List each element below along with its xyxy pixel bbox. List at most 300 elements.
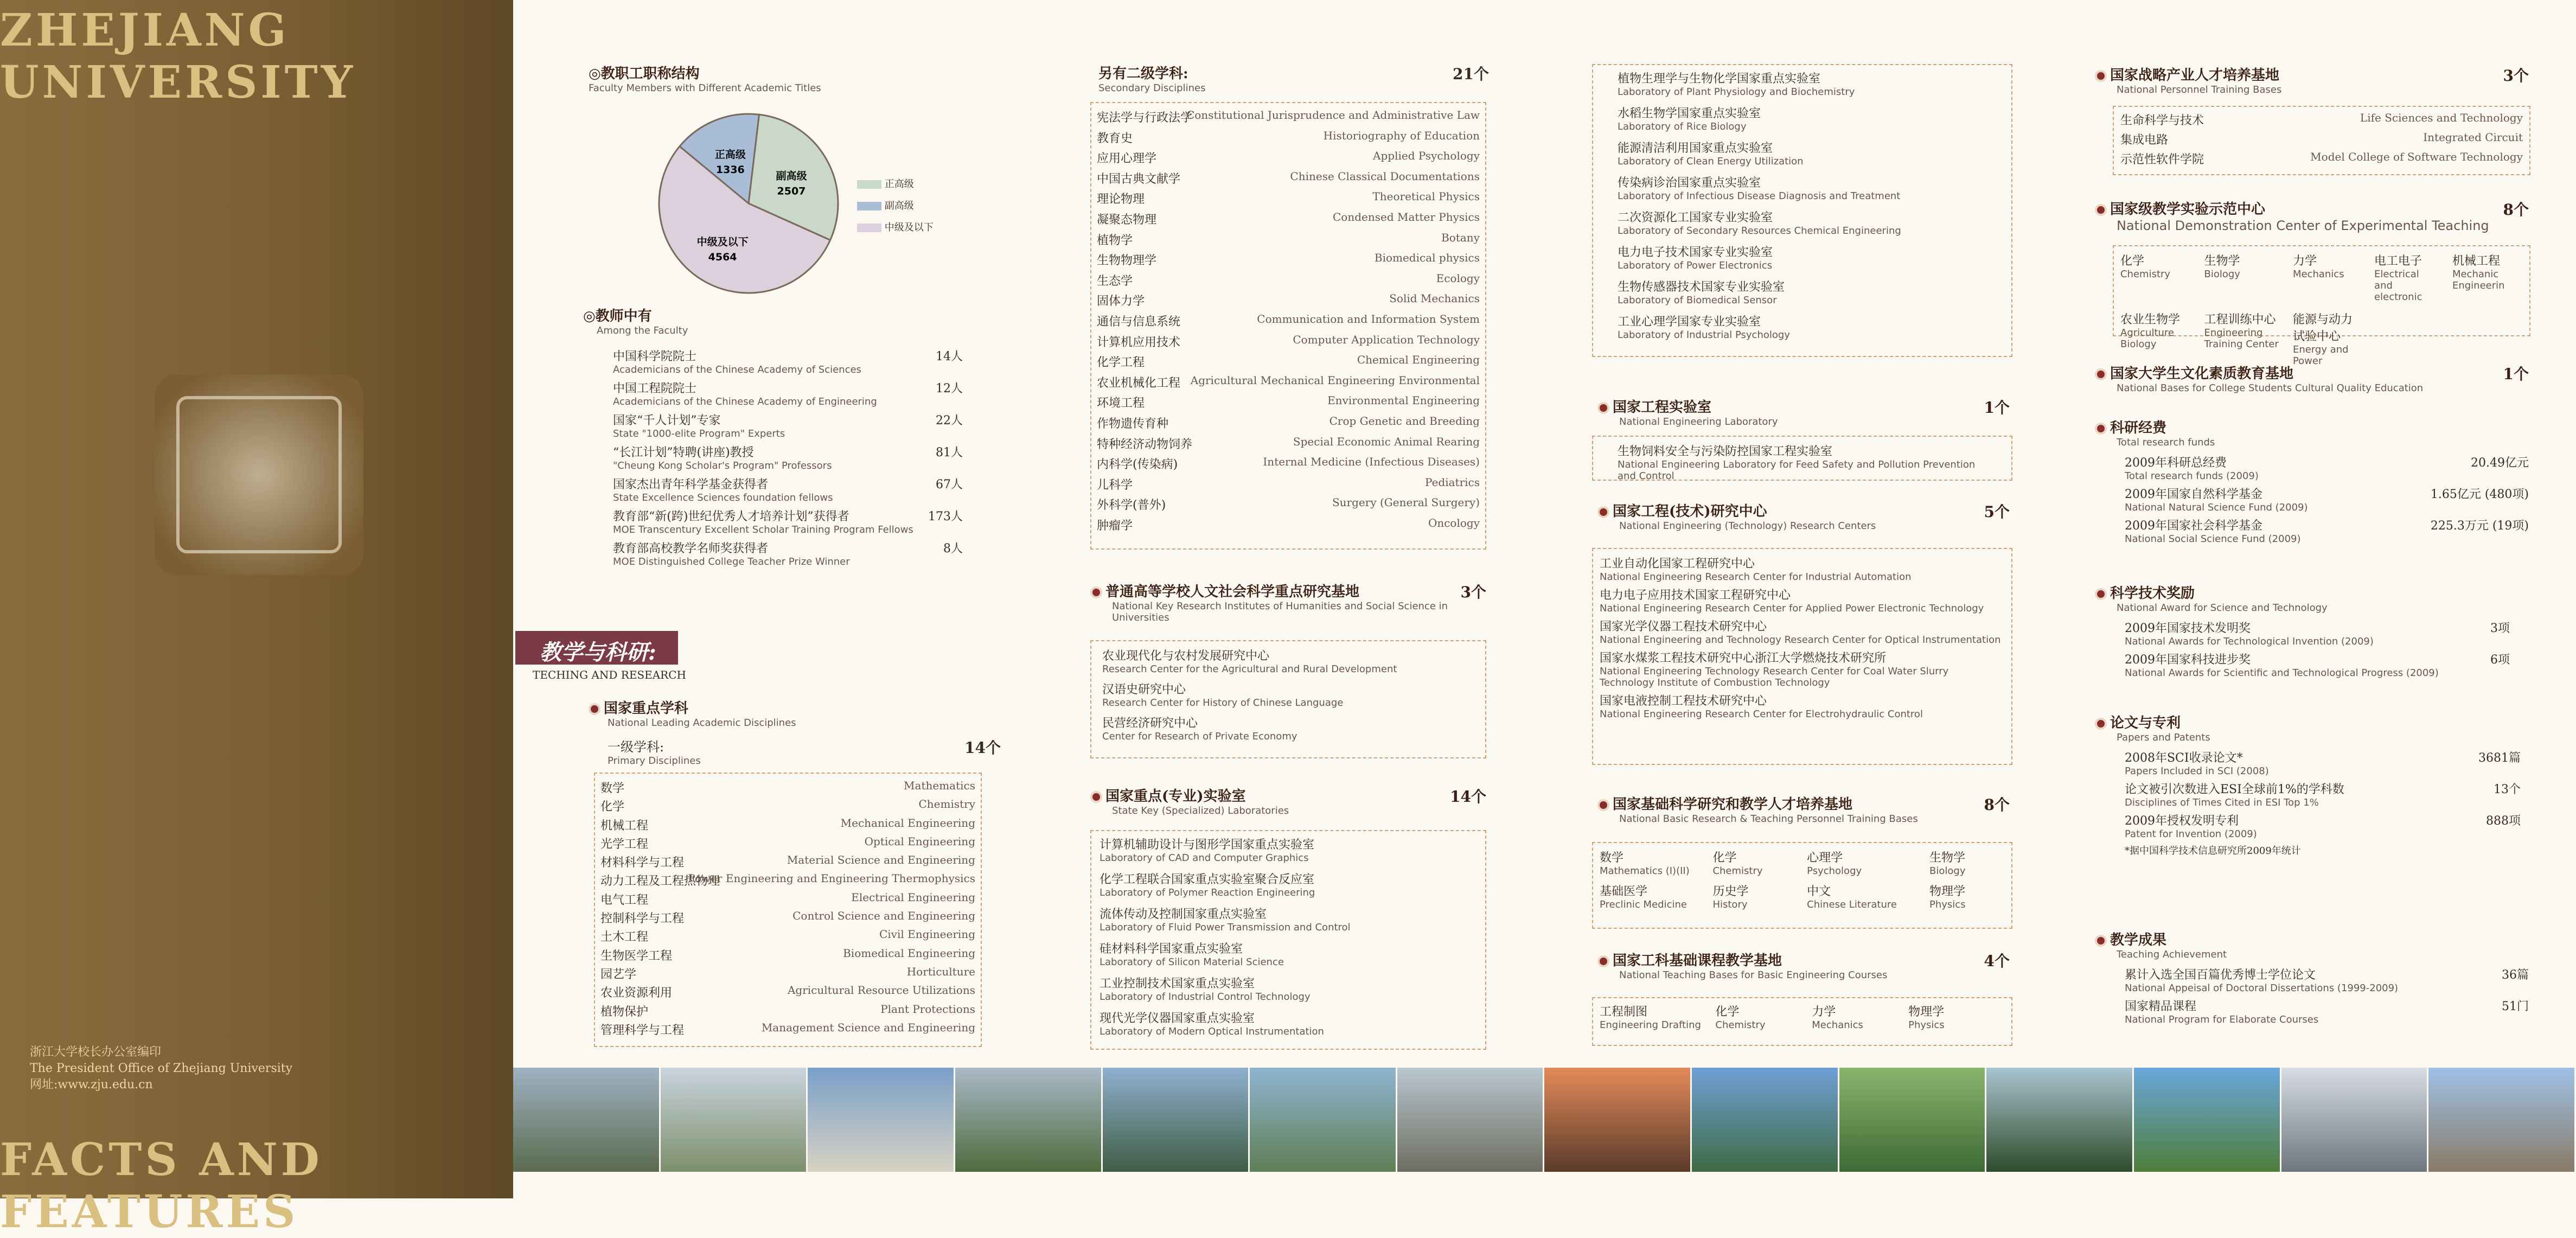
grid-item	[1807, 848, 1929, 877]
stat-en: National Appeisal of Doctoral Dissertations (1999-2009)	[2125, 982, 2399, 994]
engcenter-count: 5个	[1984, 503, 2010, 521]
discipline-en: Communication and Information System	[1257, 312, 1480, 326]
teaching-title: 教学与科研:	[540, 640, 656, 665]
item-cn: 工程制图	[1600, 1005, 1648, 1019]
item-cn: 现代光学仪器国家重点实验室	[1100, 1012, 1255, 1025]
discipline-cn: 环境工程	[1097, 397, 1145, 411]
item-cn: 国家电液控制工程技术研究中心	[1600, 694, 1767, 708]
humanities-box	[1090, 640, 1486, 758]
photo	[955, 1068, 1103, 1172]
grid-item	[1807, 882, 1929, 910]
stat-item	[2125, 516, 2529, 545]
discipline-en: Biomedical Engineering	[843, 946, 975, 960]
discipline-row	[600, 909, 975, 928]
discipline-cn: 固体力学	[1097, 295, 1145, 309]
discipline-en: Plant Protections	[880, 1002, 975, 1016]
discipline-row	[1097, 231, 1480, 252]
item-en: National Engineering Technology Research Center for Coal Water Slurry Technology Institute of Combustion Technology	[1600, 666, 1949, 688]
discipline-row	[1097, 149, 1480, 170]
discipline-en: Chemistry	[918, 797, 975, 811]
item-en: Model College of Software Technology	[2310, 150, 2523, 163]
item-en: Laboratory of Fluid Power Transmission and Control	[1100, 922, 1351, 933]
basic-title: 国家基础科学研究和教学人才培养基地	[1613, 796, 1853, 813]
grid-item	[1600, 848, 1712, 877]
photo	[1839, 1068, 1987, 1172]
faculty-pie-chart	[651, 98, 846, 309]
stat-item	[2125, 650, 2510, 679]
discipline-en: Biomedical physics	[1374, 251, 1480, 265]
item-cn: 工业自动化国家工程研究中心	[1600, 557, 1755, 571]
discipline-en: Control Science and Engineering	[792, 909, 975, 923]
discipline-row	[600, 891, 975, 909]
stat-value: 888项	[2486, 814, 2521, 828]
stat-en: National Social Science Fund (2009)	[2125, 533, 2301, 545]
item-en: Chemistry	[1712, 865, 1763, 877]
discipline-row	[600, 1021, 975, 1039]
stat-cn: 2009年国家科技进步奖	[2125, 653, 2251, 667]
item-cn: 力学	[2292, 254, 2317, 268]
discipline-en: Horticulture	[906, 965, 975, 978]
engcenter-subtitle: National Engineering (Technology) Research Centers	[1619, 520, 1876, 532]
grid-item	[1929, 882, 2005, 910]
honor-en: MOE Distinguished College Teacher Prize Winner	[613, 556, 850, 567]
honor-count: 8人	[943, 542, 963, 556]
item-cn: 电工电子	[2374, 254, 2422, 268]
stat-cn: 2009年国家自然科学基金	[2125, 488, 2262, 501]
discipline-cn: 生物医学工程	[600, 949, 673, 963]
item-cn: 民营经济研究中心	[1102, 717, 1198, 730]
discipline-cn: 生物物理学	[1097, 254, 1157, 268]
item-en: Engineering Drafting	[1600, 1019, 1701, 1031]
item-cn: 植物生理学与生物化学国家重点实验室	[1618, 72, 1821, 86]
discipline-row	[1097, 129, 1480, 150]
list-item	[1600, 554, 2005, 583]
honor-count: 173人	[928, 510, 963, 524]
item-cn: 物理学	[1929, 885, 1966, 898]
discipline-en: Solid Mechanics	[1389, 292, 1480, 305]
item-en: History	[1712, 899, 1748, 910]
item-en: Laboratory of Polymer Reaction Engineering	[1100, 887, 1315, 898]
basiccourse-header	[1597, 949, 2010, 981]
discipline-cn: 园艺学	[600, 967, 637, 981]
stat-item	[2125, 966, 2529, 994]
item-cn: 基础医学	[1600, 885, 1648, 898]
pie-label: 副高级	[776, 170, 807, 182]
stat-value: 20.49亿元	[2471, 456, 2529, 470]
discipline-row	[600, 853, 975, 872]
item-en: Laboratory of Plant Physiology and Biochemistry	[1618, 86, 1855, 98]
strategic-item	[2120, 150, 2523, 170]
secondary-count: 21个	[1453, 65, 1489, 83]
grid-item	[2293, 310, 2362, 367]
item-en: Agriculture Biology	[2120, 327, 2174, 350]
humanities-count: 3个	[1460, 583, 1486, 601]
discipline-cn: 材料科学与工程	[600, 856, 685, 870]
pie-legend	[857, 174, 934, 239]
list-item	[1600, 617, 2005, 646]
item-en: Chemistry	[2120, 269, 2171, 280]
item-cn: 中文	[1807, 885, 1831, 898]
englab-title: 国家工程实验室	[1613, 399, 1712, 416]
key-discipline-section	[589, 697, 1001, 767]
list-item	[1618, 139, 1987, 167]
item-cn: 汉语史研究中心	[1102, 683, 1186, 697]
basic-box	[1592, 842, 2012, 929]
item-en: Laboratory of Infectious Disease Diagnosis and Treatment	[1618, 190, 1901, 202]
discipline-row	[1097, 312, 1480, 333]
englab-item-en: National Engineering Laboratory for Feed Safety and Pollution Prevention and Control	[1618, 459, 1976, 482]
item-cn: 工业心理学国家专业实验室	[1618, 315, 1761, 329]
list-item	[1102, 647, 1474, 675]
papers-title: 论文与专利	[2110, 715, 2181, 731]
stat-value: 6项	[2490, 653, 2510, 667]
secondary-header	[1098, 62, 1489, 94]
discipline-cn: 植物学	[1097, 233, 1133, 247]
discipline-cn: 作物遗传育种	[1097, 417, 1169, 431]
discipline-row	[600, 779, 975, 797]
awards-title: 科学技术奖励	[2110, 585, 2195, 602]
discipline-cn: 农业资源利用	[600, 986, 673, 1000]
faculty-title: ◎教职工职称结构	[589, 66, 700, 82]
item-en: Engineering Training Center	[2204, 327, 2279, 350]
stat-en: National Program for Elaborate Courses	[2125, 1014, 2319, 1025]
discipline-en: Special Economic Animal Rearing	[1293, 435, 1480, 448]
grid-item	[1929, 848, 2005, 877]
honor-cn: 国家“千人计划”专家	[613, 414, 721, 427]
discipline-row	[1097, 353, 1480, 374]
grid-item	[1712, 848, 1807, 877]
strategic-title: 国家战略产业人才培养基地	[2110, 67, 2280, 84]
discipline-row	[1097, 292, 1480, 312]
discipline-cn: 肿瘤学	[1097, 519, 1133, 533]
list-item	[1100, 870, 1477, 898]
stat-cn: 国家精品课程	[2125, 1000, 2197, 1013]
faculty-honor-item	[613, 379, 963, 411]
stat-value: 3681篇	[2478, 751, 2521, 765]
item-cn: 物理学	[1908, 1005, 1945, 1019]
secondary-box	[1090, 102, 1486, 550]
item-en: Research Center for History of Chinese Language	[1102, 697, 1344, 709]
among-title: ◎教师中有	[583, 308, 652, 324]
item-en: Laboratory of Biomedical Sensor	[1618, 295, 1777, 306]
pie-value: 2507	[777, 185, 806, 197]
stat-en: Total research funds (2009)	[2125, 470, 2259, 482]
discipline-row	[1097, 210, 1480, 231]
faculty-section	[589, 62, 968, 94]
discipline-en: Agricultural Mechanical Engineering Environmental	[1190, 373, 1480, 387]
stat-item	[2125, 485, 2529, 513]
grid-item	[2120, 310, 2192, 367]
item-cn: 农业现代化与农村发展研究中心	[1102, 649, 1270, 663]
strategic-item	[2120, 111, 2523, 131]
honor-cn: 教育部“新(跨)世纪优秀人才培养计划”获得者	[613, 510, 849, 524]
keylabs-count: 14个	[1450, 788, 1486, 806]
item-cn: 生物学	[1929, 851, 1966, 865]
faculty-honor-item	[613, 539, 963, 571]
culture-subtitle: National Bases for College Students Cultural Quality Education	[2117, 382, 2424, 394]
discipline-en: Computer Application Technology	[1293, 333, 1480, 346]
discipline-row	[600, 965, 975, 984]
pie-label: 中级及以下	[696, 236, 749, 248]
strategic-subtitle: National Personnel Training Bases	[2117, 84, 2282, 95]
pie-label: 正高级	[714, 148, 746, 161]
item-cn: 能源与动力试验中心	[2292, 313, 2353, 343]
honor-count: 22人	[936, 414, 963, 427]
list-item	[1100, 1009, 1477, 1037]
discipline-en: Mathematics	[904, 779, 975, 792]
discipline-row	[1097, 190, 1480, 210]
university-title: ZHEJIANG UNIVERSITY	[0, 4, 356, 109]
item-en: Chemistry	[1715, 1019, 1766, 1031]
honor-cn: 国家杰出青年科学基金获得者	[613, 478, 769, 492]
discipline-row	[600, 928, 975, 946]
humanities-header	[1090, 580, 1486, 623]
achievement-section	[2095, 929, 2529, 1029]
discipline-cn: 宪法学与行政法学	[1097, 111, 1193, 125]
stat-item	[2125, 780, 2521, 808]
basiccourse-subtitle: National Teaching Bases for Basic Engineering Courses	[1619, 969, 1888, 981]
faculty-honor-item	[613, 411, 963, 443]
discipline-en: Management Science and Engineering	[761, 1020, 975, 1034]
item-cn: 力学	[1812, 1005, 1836, 1019]
discipline-cn: 计算机应用技术	[1097, 335, 1181, 349]
discipline-en: Material Science and Engineering	[787, 853, 975, 867]
list-item	[1600, 649, 2005, 688]
honor-en: MOE Transcentury Excellent Scholar Training Program Fellows	[613, 524, 913, 535]
secondary-title: 另有二级学科:	[1098, 66, 1188, 82]
discipline-cn: 凝聚态物理	[1097, 213, 1157, 227]
grid-item	[2204, 310, 2280, 367]
discipline-en: Ecology	[1436, 271, 1480, 285]
legend-item: 正高级	[884, 178, 914, 190]
discipline-row	[1097, 414, 1480, 435]
primary-sublabel: Primary Disciplines	[608, 755, 701, 767]
discipline-row	[600, 1003, 975, 1021]
demo-title: 国家级教学实验示范中心	[2110, 201, 2266, 218]
item-en: Mathematics (I)(II)	[1600, 865, 1690, 877]
discipline-cn: 内科学(传染病)	[1097, 458, 1178, 472]
discipline-row	[600, 984, 975, 1002]
discipline-en: Chemical Engineering	[1357, 353, 1480, 367]
stat-cn: 论文被引次数进入ESI全球前1%的学科数	[2125, 783, 2344, 796]
item-en: Life Sciences and Technology	[2360, 111, 2523, 124]
photo	[2428, 1068, 2576, 1172]
discipline-row	[1097, 374, 1480, 394]
item-cn: 二次资源化工国家专业实验室	[1618, 211, 1773, 225]
photo	[1986, 1068, 2134, 1172]
stat-value: 51门	[2502, 1000, 2529, 1013]
discipline-cn: 土木工程	[600, 930, 649, 945]
discipline-cn: 应用心理学	[1097, 152, 1157, 166]
list-item	[1102, 680, 1474, 709]
teaching-subtitle: TECHING AND RESEARCH	[533, 668, 686, 681]
keylabs-title: 国家重点(专业)实验室	[1105, 788, 1246, 805]
item-en: Chinese Literature	[1807, 899, 1897, 910]
item-cn: 机械工程	[2452, 254, 2500, 268]
photo	[1692, 1068, 1839, 1172]
stat-item	[2125, 749, 2521, 777]
stat-item	[2125, 454, 2529, 482]
item-en: Laboratory of Rice Biology	[1618, 121, 1747, 132]
list-item	[1618, 69, 1987, 98]
discipline-row	[1097, 455, 1480, 476]
basic-subtitle: National Basic Research & Teaching Personnel Training Bases	[1619, 813, 1918, 825]
among-subtitle: Among the Faculty	[597, 325, 688, 336]
secondary-subtitle: Secondary Disciplines	[1098, 82, 1206, 94]
engcenter-box	[1592, 548, 2012, 765]
photo	[1544, 1068, 1692, 1172]
basic-header	[1597, 793, 2010, 825]
discipline-en: Crop Genetic and Breeding	[1329, 414, 1480, 427]
discipline-en: Botany	[1441, 231, 1480, 244]
publisher-en: The President Office of Zhejiang University	[30, 1062, 293, 1075]
strategic-header	[2095, 64, 2529, 95]
stat-value: 1.65亿元 (480项)	[2430, 488, 2529, 501]
item-en: Electrical and electronic	[2374, 269, 2422, 303]
among-list	[613, 347, 963, 571]
discipline-row	[1097, 476, 1480, 496]
basiccourse-box	[1592, 997, 2012, 1046]
photo	[1250, 1068, 1397, 1172]
list-item	[1618, 208, 1987, 237]
funds-subtitle: Total research funds	[2117, 437, 2215, 448]
item-en: National Engineering Research Center for Electrohydraulic Control	[1600, 709, 1923, 720]
honor-cn: 中国科学院院士	[613, 350, 697, 363]
discipline-cn: 生态学	[1097, 274, 1133, 288]
stat-en: Disciplines of Times Cited in ESI Top 1%	[2125, 797, 2319, 808]
achievement-title: 教学成果	[2110, 932, 2167, 948]
grid-item	[1812, 1003, 1908, 1031]
primary-disciplines-box	[594, 773, 982, 1047]
item-en: Laboratory of Power Electronics	[1618, 260, 1773, 271]
faculty-honor-item	[613, 347, 963, 379]
honor-en: State Excellence Sciences foundation fellows	[613, 492, 833, 503]
item-cn: 国家光学仪器工程技术研究中心	[1600, 620, 1767, 634]
key-discipline-title: 国家重点学科	[604, 700, 689, 717]
discipline-cn: 理论物理	[1097, 193, 1145, 207]
discipline-cn: 特种经济动物饲养	[1097, 437, 1193, 451]
demo-subtitle: National Demonstration Center of Experimental Teaching	[2117, 218, 2489, 233]
engcenter-header	[1597, 500, 2010, 532]
discipline-cn: 控制科学与工程	[600, 912, 685, 926]
discipline-cn: 光学工程	[600, 837, 649, 851]
item-en: Laboratory of Silicon Material Science	[1100, 956, 1284, 968]
item-cn: 流体传动及控制国家重点实验室	[1100, 908, 1267, 921]
list-item	[1618, 104, 1987, 132]
publisher-web: 网址:www.zju.edu.cn	[30, 1078, 153, 1092]
discipline-cn: 化学工程	[1097, 356, 1145, 370]
discipline-row	[1097, 170, 1480, 190]
discipline-row	[1097, 496, 1480, 516]
grid-item	[2120, 252, 2192, 303]
discipline-row	[1097, 333, 1480, 354]
discipline-en: Agricultural Resource Utilizations	[787, 984, 975, 997]
item-cn: 电力电子应用技术国家工程研究中心	[1600, 589, 1791, 602]
legend-item: 副高级	[884, 200, 914, 212]
discipline-cn: 外科学(普外)	[1097, 499, 1166, 513]
item-cn: 数学	[1600, 851, 1624, 865]
discipline-row	[600, 797, 975, 816]
strategic-item	[2120, 131, 2523, 150]
item-cn: 示范性软件学院	[2120, 153, 2204, 167]
discipline-en: Theoretical Physics	[1372, 190, 1480, 203]
stat-value: 225.3万元 (19项)	[2430, 519, 2529, 533]
basiccourse-title: 国家工科基础课程教学基地	[1613, 953, 1782, 969]
primary-label: 一级学科:	[608, 739, 664, 755]
honor-en: State "1000-elite Program" Experts	[613, 428, 785, 439]
photo	[661, 1068, 808, 1172]
list-item	[1100, 974, 1477, 1003]
discipline-row	[600, 872, 975, 890]
item-en: Laboratory of Industrial Control Technology	[1100, 991, 1311, 1003]
stat-en: National Natural Science Fund (2009)	[2125, 502, 2308, 513]
keylabs-box-2	[1592, 64, 2012, 357]
left-cover-panel	[0, 0, 513, 1238]
grid-item	[1908, 1003, 2005, 1031]
discipline-cn: 动力工程及工程热物理	[600, 875, 720, 889]
discipline-row	[1097, 251, 1480, 272]
humanities-title: 普通高等学校人文社会科学重点研究基地	[1105, 584, 1360, 600]
stat-cn: 2009年国家技术发明奖	[2125, 622, 2251, 635]
list-item	[1618, 174, 1987, 202]
grid-item	[1715, 1003, 1812, 1031]
item-en: Mechanics	[2292, 269, 2344, 280]
discipline-cn: 农业机械化工程	[1097, 376, 1181, 390]
item-en: Energy and Power	[2292, 344, 2349, 367]
item-en: Laboratory of CAD and Computer Graphics	[1100, 852, 1309, 864]
discipline-row	[1097, 435, 1480, 456]
englab-header	[1597, 396, 2010, 427]
discipline-row	[1097, 516, 1480, 537]
culture-count: 1个	[2503, 365, 2529, 383]
englab-item-cn: 生物饲料安全与污染防控国家工程实验室	[1618, 445, 1833, 458]
honor-en: Academicians of the Chinese Academy of Sciences	[613, 364, 861, 375]
campus-photo-strip	[513, 1068, 2576, 1172]
engcenter-title: 国家工程(技术)研究中心	[1613, 503, 1767, 520]
item-cn: 化学工程联合国家重点实验室聚合反应室	[1100, 873, 1315, 886]
list-item	[1100, 835, 1477, 864]
strategic-count: 3个	[2503, 67, 2529, 85]
pie-value: 4564	[708, 251, 737, 264]
honor-count: 12人	[936, 382, 963, 395]
list-item	[1618, 312, 1987, 341]
papers-note: *据中国科学技术信息研究所2009年统计	[2125, 845, 2301, 857]
keylabs-header	[1090, 785, 1486, 816]
list-item	[1618, 278, 1987, 306]
discipline-en: Mechanical Engineering	[840, 816, 975, 829]
discipline-en: Surgery (General Surgery)	[1332, 496, 1480, 509]
discipline-cn: 管理科学与工程	[600, 1023, 685, 1037]
item-en: Psychology	[1807, 865, 1862, 877]
grid-item	[1600, 1003, 1715, 1031]
item-en: National Engineering Research Center for Industrial Automation	[1600, 571, 1912, 583]
discipline-cn: 教育史	[1097, 131, 1133, 145]
teaching-banner	[515, 631, 678, 665]
university-seal-logo	[155, 374, 363, 575]
item-cn: 工业控制技术国家重点实验室	[1100, 977, 1255, 991]
culture-header	[2095, 362, 2529, 394]
item-cn: 集成电路	[2120, 133, 2169, 147]
item-cn: 水稻生物学国家重点实验室	[1618, 107, 1761, 120]
discipline-en: Historiography of Education	[1323, 129, 1480, 142]
photo	[2134, 1068, 2281, 1172]
stat-cn: 2009年国家社会科学基金	[2125, 519, 2262, 533]
papers-subtitle: Papers and Patents	[2117, 732, 2210, 743]
papers-section	[2095, 712, 2529, 857]
grid-item	[2452, 252, 2523, 303]
item-cn: 能源清洁利用国家重点实验室	[1618, 142, 1773, 155]
list-item	[1600, 692, 2005, 720]
